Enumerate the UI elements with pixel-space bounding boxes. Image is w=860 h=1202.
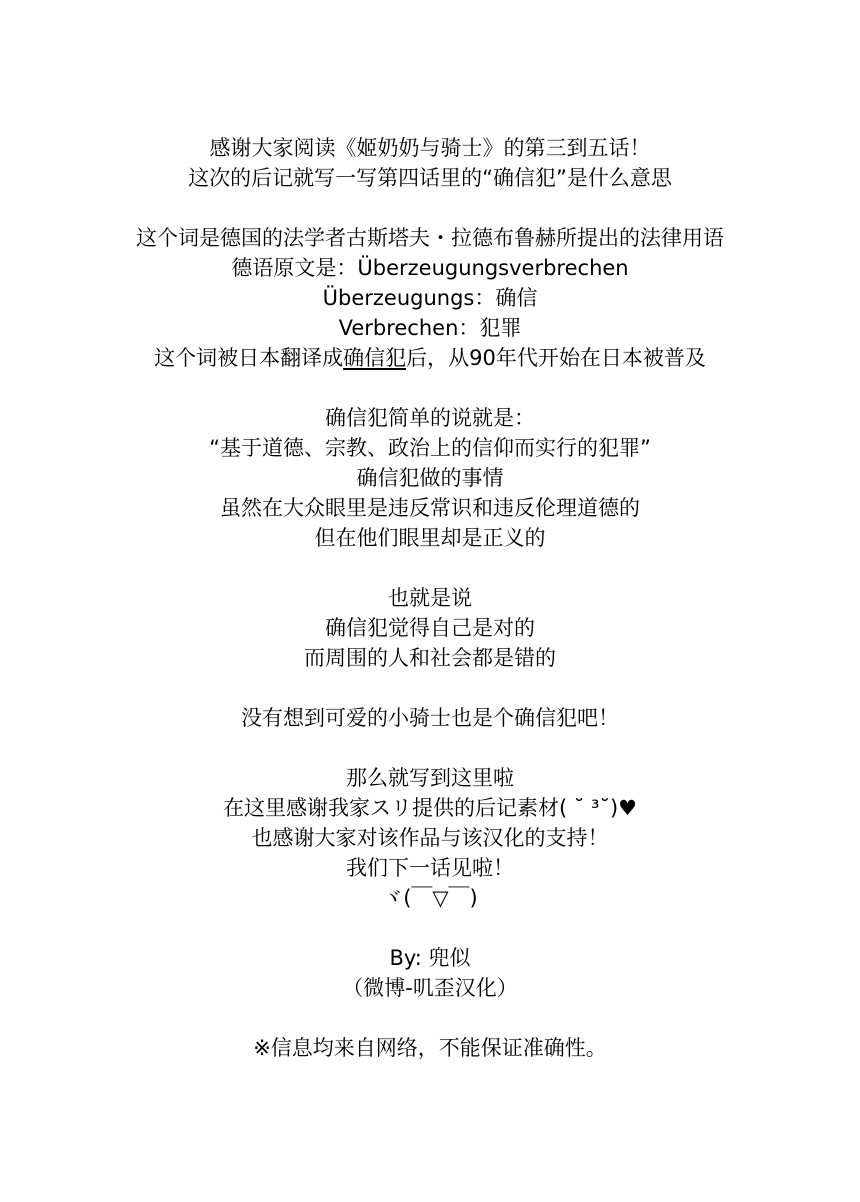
verbrechen-line: Verbrechen：犯罪 (338, 316, 522, 340)
japan-translation-line (0, 343, 860, 373)
paragraph-gap (0, 193, 860, 223)
japan-translation-pre: 这个词被日本翻译成 (154, 346, 344, 370)
next-chapter-line: 我们下一话见啦！ (346, 856, 514, 880)
underlined-term: 确信犯 (343, 346, 407, 370)
japan-translation-post: 后，从90年代开始在日本被普及 (406, 346, 706, 370)
afterword-text (0, 133, 860, 1063)
origin-line: 这个词是德国的法学者古斯塔夫・拉德布鲁赫所提出的法律用语 (136, 226, 724, 250)
kaomoji-line: ヾ(￣▽￣) (382, 886, 478, 910)
in-other-words-line: 也就是说 (388, 586, 472, 610)
self-right-line: 确信犯觉得自己是对的 (325, 616, 535, 640)
paragraph-gap (0, 673, 860, 703)
paragraph-gap (0, 733, 860, 763)
paragraph-gap (0, 1003, 860, 1033)
public-view-line: 虽然在大众眼里是违反常识和违反伦理道德的 (220, 496, 640, 520)
closing-line: 那么就写到这里啦 (346, 766, 514, 790)
ueberzeugungs-line: Überzeugungs：确信 (322, 286, 538, 310)
disclaimer-line: ※信息均来自网络，不能保证准确性。 (253, 1036, 607, 1060)
deeds-line: 确信犯做的事情 (356, 466, 504, 490)
group-line: （微博-叽歪汉化） (342, 976, 518, 1000)
paragraph-gap (0, 553, 860, 583)
others-wrong-line: 而周围的人和社会都是错的 (304, 646, 556, 670)
definition-quote-line: “基于道德、宗教、政治上的信仰而实行的犯罪” (209, 436, 651, 460)
little-knight-line: 没有想到可爱的小骑士也是个确信犯吧！ (241, 706, 619, 730)
their-view-line: 但在他们眼里却是正义的 (314, 526, 546, 550)
topic-line: 这次的后记就写一写第四话里的“确信犯”是什么意思 (188, 166, 672, 190)
german-original-line: 德语原文是：Überzeugungsverbrechen (231, 256, 629, 280)
paragraph-gap (0, 373, 860, 403)
paragraph-gap (0, 913, 860, 943)
definition-intro-line: 确信犯简单的说就是： (325, 406, 535, 430)
material-thanks-line: 在这里感谢我家スリ提供的后记素材( ˘ ³˘)♥ (223, 796, 637, 820)
author-line: By: 兜似 (389, 946, 471, 970)
support-thanks-line: 也感谢大家对该作品与该汉化的支持！ (251, 826, 609, 850)
thanks-line: 感谢大家阅读《姬奶奶与骑士》的第三到五话！ (209, 136, 651, 160)
